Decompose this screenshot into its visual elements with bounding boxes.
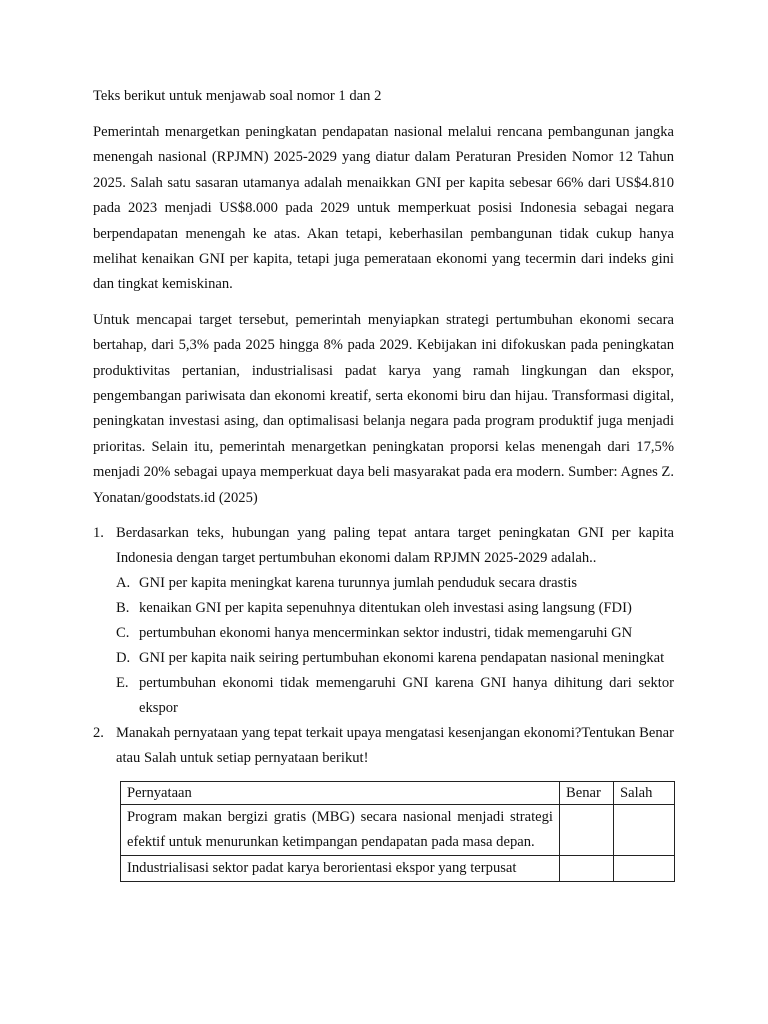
question-text: Berdasarkan teks, hubungan yang paling tepat antara target peningkatan GNI per kapita Indonesia dengan target pertumbuhan ekonomi dalam RPJMN 2025-2029 adalah.. [116, 525, 674, 567]
option-text: pertumbuhan ekonomi hanya mencerminkan sektor industri, tidak memengaruhi GN [139, 625, 633, 642]
option-text: GNI per kapita meningkat karena turunnya jumlah penduduk secara drastis [139, 575, 578, 592]
intro-text: Teks berikut untuk menjawab soal nomor 1 dan 2 [93, 88, 382, 104]
header-benar: Benar [560, 782, 614, 805]
question-text: Manakah pernyataan yang tepat terkait upaya mengatasi kesenjangan ekonomi?Tentukan Benar atau Salah untuk setiap pernyataan berikut! [116, 725, 674, 767]
statement-table [120, 781, 675, 882]
option-letter: C. [116, 625, 130, 642]
option-b [116, 596, 674, 621]
question-number: 2. [93, 725, 104, 742]
option-c [116, 621, 674, 646]
question-number: 1. [93, 525, 104, 542]
header-pernyataan: Pernyataan [121, 782, 560, 805]
salah-cell[interactable] [614, 856, 675, 882]
paragraph-1: Pemerintah menargetkan peningkatan pendapatan nasional melalui rencana pembangunan jangka menengah nasional (RPJMN) 2025-2029 yang diatur dalam Peraturan Presiden Nomor 12 Tahun 2025. Salah satu sasaran utamanya adalah menaikkan GNI per kapita sebesar 66% dari US$4.810 pada 2023 menjadi US$8.000 pada 2029 untuk memperkuat posisi Indonesia sebagai negara berpendapatan menengah ke atas. Akan tetapi, keberhasilan pembangunan tidak cukup hanya melihat kenaikan GNI per kapita, tetapi juga pemerataan ekonomi yang tecermin dari indeks gini dan tingkat kemiskinan. [93, 124, 674, 293]
option-d [116, 646, 674, 671]
benar-cell[interactable] [560, 856, 614, 882]
question-2 [93, 721, 674, 882]
option-letter: E. [116, 675, 129, 692]
option-letter: D. [116, 650, 131, 667]
header-salah: Salah [614, 782, 675, 805]
option-list [116, 571, 674, 721]
salah-cell[interactable] [614, 805, 675, 856]
option-text: pertumbuhan ekonomi tidak memengaruhi GNI karena GNI hanya dihitung dari sektor ekspor [139, 675, 674, 717]
option-letter: A. [116, 575, 131, 592]
option-a [116, 571, 674, 596]
option-text: kenaikan GNI per kapita sepenuhnya ditentukan oleh investasi asing langsung (FDI) [139, 600, 632, 617]
statement-cell: Program makan bergizi gratis (MBG) secara nasional menjadi strategi efektif untuk menurunkan ketimpangan pendapatan pada masa depan. [121, 805, 560, 856]
table-row [121, 805, 675, 856]
table-header-row [121, 782, 675, 805]
paragraph-2: Untuk mencapai target tersebut, pemerintah menyiapkan strategi pertumbuhan ekonomi secara bertahap, dari 5,3% pada 2025 hingga 8% pada 2029. Kebijakan ini difokuskan pada peningkatan produktivitas pertanian, industrialisasi padat karya yang ramah lingkungan dan ekspor, pengembangan pariwisata dan ekonomi kreatif, serta ekonomi biru dan hijau. Transformasi digital, peningkatan investasi asing, dan optimalisasi belanja negara pada program produktif juga menjadi prioritas. Selain itu, pemerintah menargetkan peningkatan proporsi kelas menengah dari 17,5% menjadi 20% sebagai upaya memperkuat daya beli masyarakat pada era modern. Sumber: Agnes Z. Yonatan/goodstats.id (2025) [93, 311, 674, 506]
statement-cell: Industrialisasi sektor padat karya berorientasi ekspor yang terpusat [121, 856, 560, 882]
question-1 [93, 521, 674, 721]
option-letter: B. [116, 600, 130, 617]
document-page [93, 86, 674, 882]
question-list [93, 521, 674, 882]
table-row [121, 856, 675, 882]
option-e [116, 671, 674, 721]
option-text: GNI per kapita naik seiring pertumbuhan ekonomi karena pendapatan nasional meningkat [139, 650, 665, 667]
benar-cell[interactable] [560, 805, 614, 856]
